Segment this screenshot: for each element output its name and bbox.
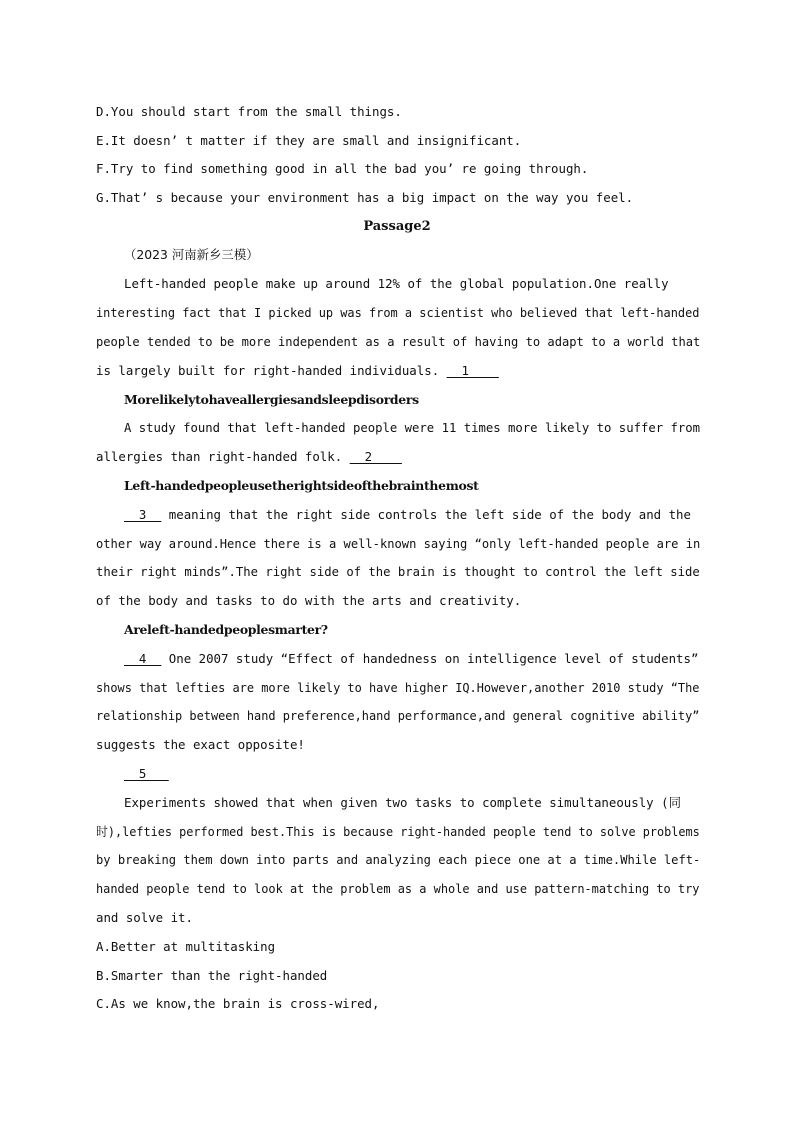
paragraph-4-line: shows that lefties are more likely to have higher IQ.However,another 2010 study “The — [96, 680, 700, 695]
paragraph-1-line — [96, 363, 499, 379]
option-g: G.That’ s because your environment has a big impact on the way you feel. — [96, 190, 634, 205]
paragraph-4-line: suggests the exact opposite! — [96, 737, 305, 752]
option-a: A.Better at multitasking — [96, 939, 276, 954]
paragraph-5-line: 时),lefties performed best.This is because right-handed people tend to solve problems — [96, 824, 700, 839]
source-note: （2023 河南新乡三模） — [124, 247, 259, 262]
paragraph-3-line: other way around.Hence there is a well-known saying “only left-handed people are in — [96, 536, 701, 551]
paragraph-4-text: One 2007 study “Effect of handedness on intelligence level of students” — [161, 651, 699, 666]
paragraph-3-line: of the body and tasks to do with the arts and creativity. — [96, 593, 522, 608]
passage-title: Passage2 — [363, 219, 431, 234]
blank-1: 1 — [446, 363, 499, 378]
paragraph-1-line: interesting fact that I picked up was from a scientist who believed that left-handed — [96, 305, 700, 320]
paragraph-5-line: Experiments showed that when given two tasks to complete simultaneously (同 — [124, 795, 681, 810]
paragraph-2-text: allergies than right-handed folk. — [96, 449, 343, 464]
option-b: B.Smarter than the right-handed — [96, 968, 328, 983]
heading-brain-side: Left-handedpeopleusetherightsideofthebrainthemost — [124, 478, 479, 493]
paragraph-4-line: relationship between hand preference,hand performance,and general cognitive ability” — [96, 708, 700, 723]
paragraph-1-line: people tended to be more independent as a result of having to adapt to a world that — [96, 334, 701, 349]
blank-4: 4 — [124, 651, 162, 666]
paragraph-2-line: A study found that left-handed people were 11 times more likely to suffer from — [124, 420, 701, 435]
paragraph-3-text: meaning that the right side controls the left side of the body and the — [161, 507, 691, 522]
heading-smarter: Areleft-handedpeoplesmarter? — [124, 622, 328, 637]
paragraph-1-text: is largely built for right-handed individuals. — [96, 363, 440, 378]
blank-3: 3 — [124, 507, 162, 522]
heading-allergies: Morelikelytohaveallergiesandsleepdisorders — [124, 392, 419, 407]
blank-2: 2 — [349, 449, 402, 464]
option-d: D.You should start from the small things. — [96, 104, 402, 119]
option-f: F.Try to find something good in all the bad you’ re going through. — [96, 161, 589, 176]
paragraph-3-line: their right minds”.The right side of the brain is thought to control the left side — [96, 564, 700, 579]
paragraph-1-line: Left-handed people make up around 12% of the global population.One really — [124, 276, 669, 291]
paragraph-5-line: by breaking them down into parts and analyzing each piece one at a time.While left- — [96, 852, 701, 867]
paragraph-2-line — [96, 449, 402, 465]
paragraph-3-line — [124, 507, 691, 523]
blank-5: 5 — [124, 766, 169, 781]
option-e: E.It doesn’ t matter if they are small and insignificant. — [96, 133, 522, 148]
paragraph-5-line: handed people tend to look at the problem as a whole and use pattern-matching to try — [96, 881, 700, 896]
option-c: C.As we know,the brain is cross-wired, — [96, 996, 380, 1011]
blank-5-line — [124, 766, 169, 782]
paragraph-5-line: and solve it. — [96, 910, 193, 925]
paragraph-4-line — [124, 651, 698, 667]
